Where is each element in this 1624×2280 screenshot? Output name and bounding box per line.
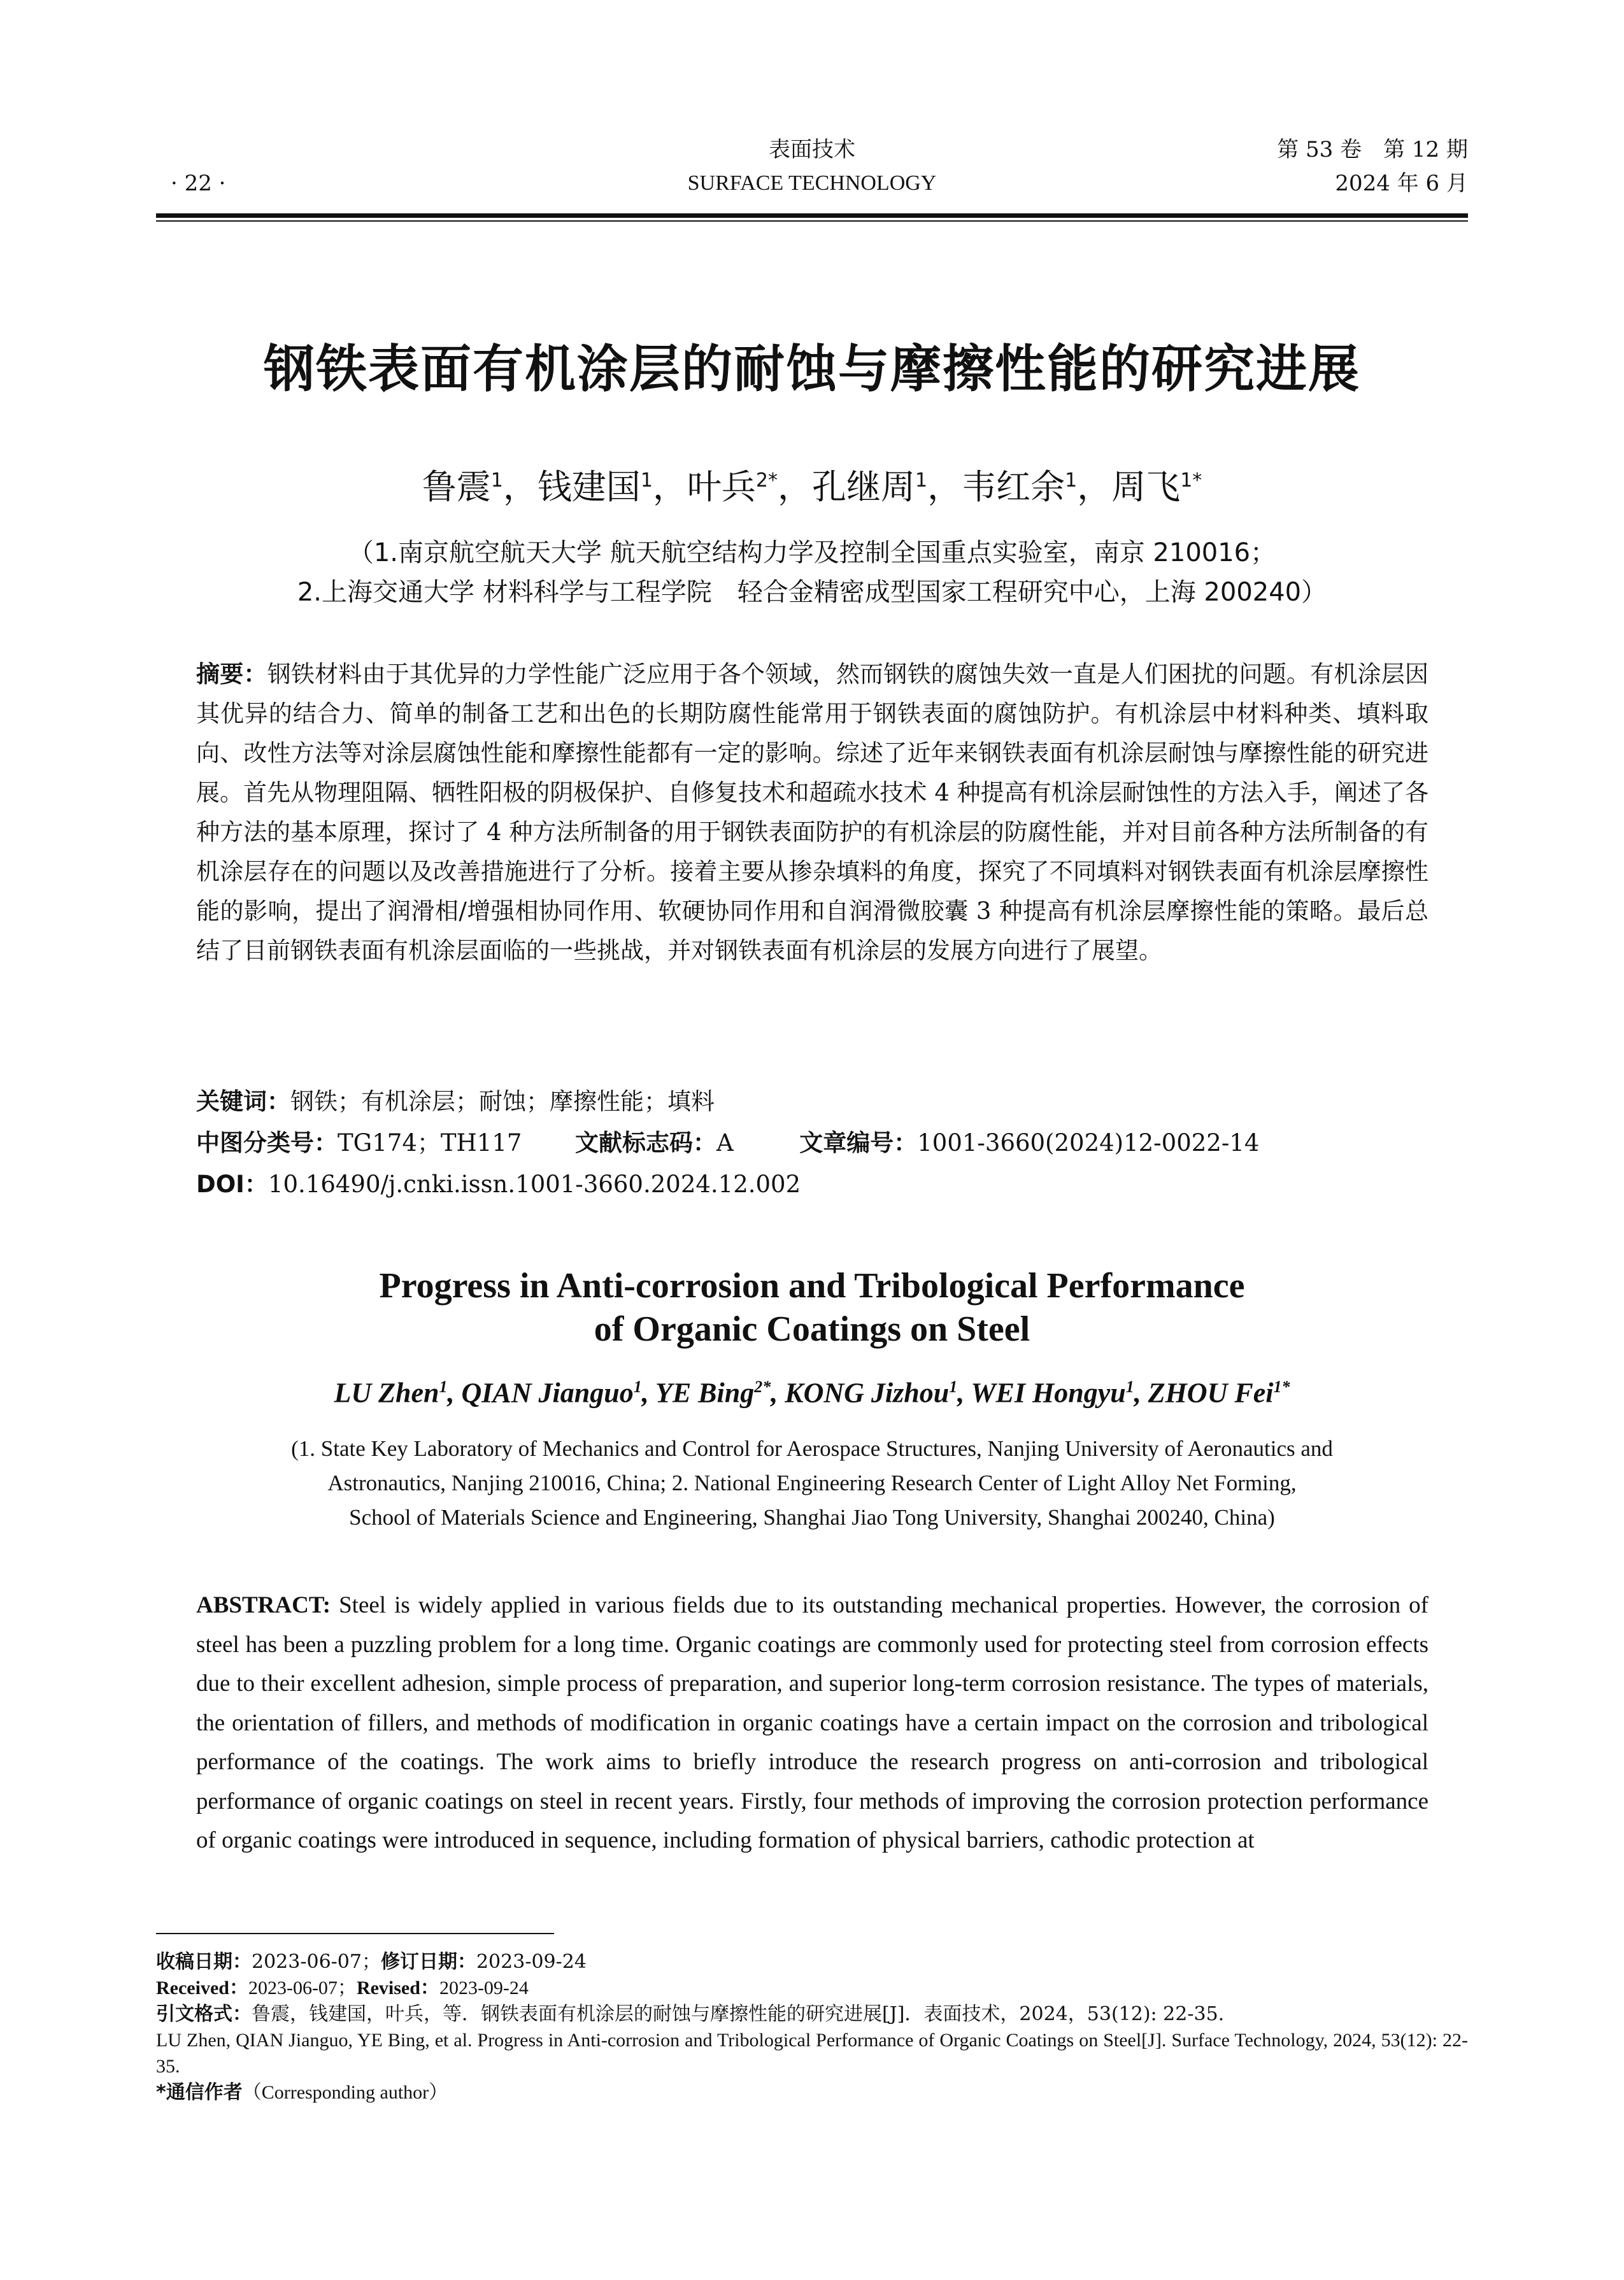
citation-cn-line: [156, 2001, 1468, 2027]
author-en-affiliation-mark: 1: [949, 1378, 958, 1396]
affiliation-cn-line-1: （1.南京航空航天大学 航天航空结构力学及控制全国重点实验室，南京 210016；: [348, 538, 1276, 567]
author-cn-name: 韦红余: [962, 467, 1065, 507]
affiliation-en-line-2: Astronautics, Nanjing 210016, China; 2. National Engineering Research Center of Light Alloy Net Forming,: [327, 1471, 1297, 1495]
citation-en: LU Zhen, QIAN Jianguo, YE Bing, et al. Progress in Anti-corrosion and Tribological Performance of Organic Coatings on Steel[J]. Surface Technology, 2024, 53(12): 22-35.: [156, 2030, 1468, 2077]
corresponding-author-line: [156, 2079, 1468, 2105]
author-cn-affiliation-mark: 1: [490, 469, 503, 492]
abstract-cn: [196, 655, 1428, 971]
author-en-name: YE Bing: [655, 1377, 755, 1409]
received-en-date: 2023-06-07；: [248, 1977, 357, 1999]
doi-line: [196, 1165, 1428, 1204]
author-list-en: LU Zhen$^1$, QIAN Jianguo$^1$, YE Bing$^{2*}$, KONG Jizhou$^1$, WEI Hongyu$^1$, ZHOU Fei$^{1*}$: [334, 1377, 1290, 1409]
author-en-affiliation-mark: 1: [633, 1378, 642, 1396]
abstract-cn-label: 摘要：: [196, 660, 267, 688]
clc-label: 中图分类号：: [196, 1129, 338, 1157]
author-en-name: ZHOU Fei: [1148, 1377, 1274, 1409]
doi-value[interactable]: 10.16490/j.cnki.issn.1001-3660.2024.12.002: [267, 1171, 801, 1198]
received-cn-label: 收稿日期：: [156, 1951, 252, 1973]
classification-line: [196, 1124, 1428, 1162]
author-en-name: QIAN Jianguo: [461, 1377, 634, 1409]
author-cn-name: 孔继周: [812, 467, 915, 507]
revised-en-label: Revised：: [356, 1977, 439, 1999]
revised-cn-label: 修订日期：: [380, 1951, 476, 1973]
author-en-affiliation-mark: 1*: [1273, 1378, 1290, 1396]
author-en-affiliation-mark: 1: [1125, 1378, 1134, 1396]
keywords-cn: [196, 1083, 1428, 1121]
corresponding-label: *通信作者: [156, 2081, 243, 2104]
author-en-name: LU Zhen: [334, 1377, 439, 1409]
volume-issue: 第 53 卷 第 12 期: [1277, 137, 1468, 162]
journal-title-cn: 表面技术: [769, 137, 855, 162]
author-en-name: WEI Hongyu: [971, 1377, 1126, 1409]
author-cn-affiliation-mark: 1: [1065, 469, 1078, 492]
received-cn-line: [156, 1949, 1468, 1975]
revised-cn-date: 2023-09-24: [476, 1951, 587, 1973]
affiliation-en-line-1: (1. State Key Laboratory of Mechanics and Control for Aerospace Structures, Nanjing University of Aeronautics and: [291, 1436, 1333, 1461]
author-cn-name: 周飞: [1111, 467, 1181, 507]
header-rule-thin: [156, 220, 1468, 222]
affiliation-en-line-3: School of Materials Science and Engineering, Shanghai Jiao Tong University, Shanghai 200240, China): [349, 1505, 1275, 1530]
abstract-cn-text: 钢铁材料由于其优异的力学性能广泛应用于各个领域，然而钢铁的腐蚀失效一直是人们困扰的问题。有机涂层因其优异的结合力、简单的制备工艺和出色的长期防腐性能常用于钢铁表面的腐蚀防护。有机涂层中材料种类、填料取向、改性方法等对涂层腐蚀性能和摩擦性能都有一定的影响。综述了近年来钢铁表面有机涂层耐蚀与摩擦性能的研究进展。首先从物理阻隔、牺牲阳极的阴极保护、自修复技术和超疏水技术 4 种提高有机涂层耐蚀性的方法入手，阐述了各种方法的基本原理，探讨了 4 种方法所制备的用于钢铁表面防护的有机涂层的防腐性能，并对目前各种方法所制备的有机涂层存在的问题以及改善措施进行了分析。接着主要从掺杂填料的角度，探究了不同填料对钢铁表面有机涂层摩擦性能的影响，提出了润滑相/增强相协同作用、软硬协同作用和自润滑微胶囊 3 种提高有机涂层摩擦性能的策略。最后总结了目前钢铁表面有机涂层面临的一些挑战，并对钢铁表面有机涂层的发展方向进行了展望。: [196, 660, 1429, 964]
paper-title-cn: 钢铁表面有机涂层的耐蚀与摩擦性能的研究进展: [264, 339, 1360, 399]
corresponding-text: （Corresponding author）: [242, 2082, 448, 2103]
header-rule: [156, 213, 1468, 218]
author-en-name: KONG Jizhou: [785, 1377, 950, 1409]
received-en-line: [156, 1975, 1468, 2001]
revised-en-date: 2023-09-24: [439, 1977, 529, 1999]
article-no-label: 文章编号：: [799, 1129, 918, 1157]
author-cn-name: 钱建国: [537, 467, 641, 507]
keywords-text: 钢铁；有机涂层；耐蚀；摩擦性能；填料: [290, 1088, 715, 1115]
paper-title-en-line-2: of Organic Coatings on Steel: [594, 1309, 1030, 1349]
doc-code-value: A: [716, 1129, 734, 1157]
journal-title-en: SURFACE TECHNOLOGY: [687, 171, 937, 195]
issue-date: 2024 年 6 月: [1335, 171, 1468, 196]
received-en-label: Received：: [156, 1977, 248, 1999]
author-en-affiliation-mark: 1: [439, 1378, 448, 1396]
citation-label: 引文格式：: [156, 2003, 252, 2025]
author-en-affiliation-mark: 2*: [754, 1378, 771, 1396]
affiliation-cn-line-2: 2.上海交通大学 材料科学与工程学院 轻合金精密成型国家工程研究中心，上海 200240）: [297, 578, 1327, 607]
author-cn-affiliation-mark: 1*: [1180, 469, 1202, 492]
author-cn-affiliation-mark: 2*: [755, 469, 778, 492]
doc-code-label: 文献标志码：: [574, 1129, 716, 1157]
article-no-value: 1001-3660(2024)12-0022-14: [917, 1129, 1260, 1157]
author-list-cn: 鲁震$^1$，钱建国$^1$，叶兵$^{2*}$，孔继周$^1$，韦红余$^1$，周飞$^{1*}$: [422, 467, 1202, 507]
received-cn-date: 2023-06-07；: [252, 1951, 381, 1973]
abstract-en: [196, 1586, 1428, 1860]
author-cn-affiliation-mark: 1: [915, 469, 928, 492]
doi-label: DOI：: [196, 1171, 268, 1198]
abstract-en-label: ABSTRACT:: [196, 1592, 331, 1618]
abstract-en-text: Steel is widely applied in various fields due to its outstanding mechanical properties. However, the corrosion of steel has been a puzzling problem for a long time. Organic coatings are commonly used for protecting steel from corrosion effects due to their excellent adhesion, simple process of preparation, and superior long-term corrosion resistance. The types of materials, the orientation of fillers, and methods of modification in organic coatings have a certain impact on the corrosion and tribological performance of the coatings. The work aims to briefly introduce the research progress on anti-corrosion and tribological performance of organic coatings on steel in recent years. Firstly, four methods of improving the corrosion protection performance of organic coatings were introduced in sequence, including formation of physical barriers, cathodic protection at: [196, 1592, 1428, 1853]
keywords-label: 关键词：: [196, 1088, 290, 1115]
paper-title-en-line-1: Progress in Anti-corrosion and Tribological Performance: [379, 1266, 1245, 1306]
author-cn-name: 叶兵: [687, 467, 756, 507]
footnote-rule: [156, 1933, 554, 1934]
paper-title-en: [156, 1264, 1468, 1351]
citation-cn: 鲁震，钱建国，叶兵，等．钢铁表面有机涂层的耐蚀与摩擦性能的研究进展[J]．表面技术，2024，53(12): 22-35.: [252, 2003, 1225, 2025]
author-cn-name: 鲁震: [422, 467, 491, 507]
author-cn-affiliation-mark: 1: [640, 469, 653, 492]
clc-value: TG174；TH117: [338, 1129, 522, 1157]
page-number: · 22 ·: [171, 171, 226, 196]
